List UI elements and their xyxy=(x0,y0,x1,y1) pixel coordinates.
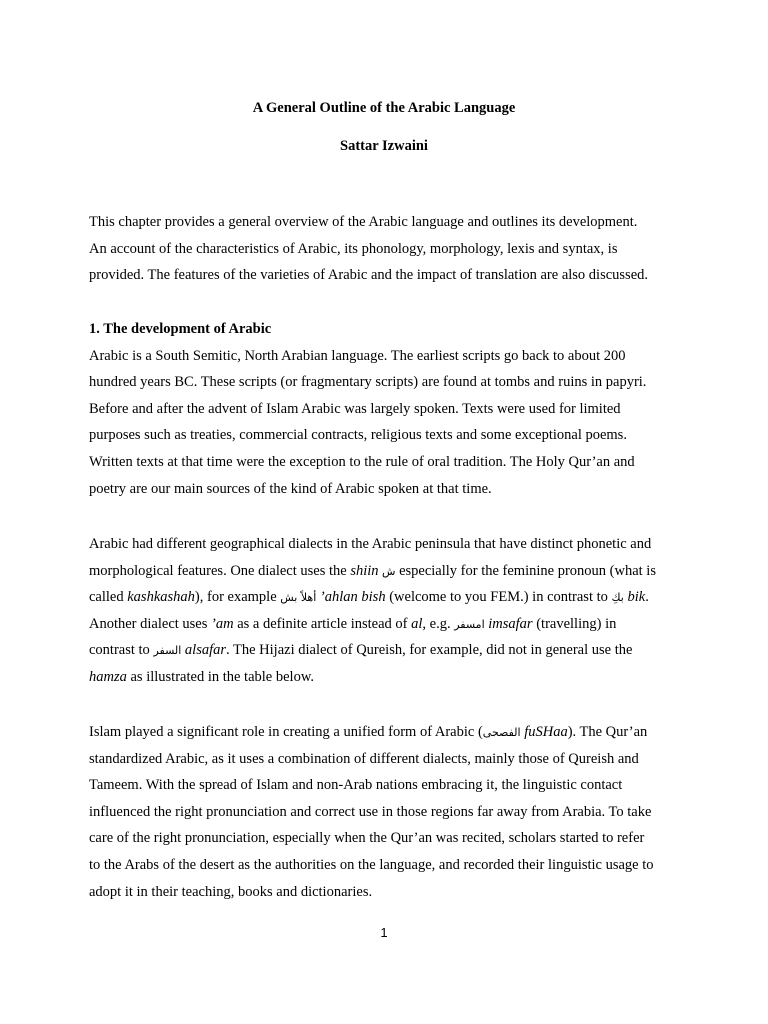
islam-paragraph xyxy=(89,719,689,905)
paragraph-line: morphological features. One dialect uses the shiin ش especially for the feminine pronoun (what is xyxy=(89,562,656,579)
document-author: Sattar Izwaini xyxy=(340,138,428,154)
paragraph-line: hamza as illustrated in the table below. xyxy=(89,668,314,685)
paragraph-line: contrast to السفر alsafar. The Hijazi dialect of Qureish, for example, did not in general use the xyxy=(89,642,633,659)
dialects-paragraph xyxy=(89,531,689,691)
page-number: 1 xyxy=(380,925,388,940)
arabic-text: ش xyxy=(378,564,396,578)
intro-paragraph xyxy=(89,209,689,289)
paragraph-line: adopt it in their teaching, books and dictionaries. xyxy=(89,883,373,900)
arabic-text: أهلاً بش xyxy=(280,591,317,605)
term-italic: bik xyxy=(627,589,646,606)
paragraph-line: Tameem. With the spread of Islam and non-Arab nations embracing it, the linguistic contact xyxy=(89,777,623,794)
section-heading: 1. The development of Arabic xyxy=(89,321,272,337)
term-italic: alsafar xyxy=(184,642,227,659)
arabic-text: الفصحى xyxy=(482,726,521,739)
term-italic: imsafar xyxy=(488,615,533,632)
paragraph-line: influenced the right pronunciation and correct use in those regions far away from Arabia. To take xyxy=(89,803,652,820)
paragraph-line: Another dialect uses ’am as a definite article instead of al, e.g. امسفر imsafar (travelling) in xyxy=(89,615,617,632)
paragraph-line: standardized Arabic, as it uses a combination of different dialects, mainly those of Qureish and xyxy=(89,750,639,767)
arabic-text: السفر xyxy=(153,644,182,658)
intro-line: provided. The features of the varieties of Arabic and the impact of translation are also discussed. xyxy=(89,267,649,284)
term-italic: hamza xyxy=(89,668,127,685)
arabic-text: بكِ xyxy=(611,591,624,605)
section-1 xyxy=(89,316,689,502)
intro-line: This chapter provides a general overview of the Arabic language and outlines its development. xyxy=(89,214,638,230)
term-italic: al xyxy=(411,615,423,632)
paragraph-line: Arabic is a South Semitic, North Arabian language. The earliest scripts go back to about 200 xyxy=(89,347,626,364)
paragraph-line: poetry are our main sources of the kind of Arabic spoken at that time. xyxy=(89,480,492,497)
paragraph-line: Written texts at that time were the exception to the rule of oral tradition. The Holy Qur’an and xyxy=(89,453,635,470)
paragraph-line: hundred years BC. These scripts (or fragmentary scripts) are found at tombs and ruins in papyri. xyxy=(89,374,647,391)
paragraph-line: purposes such as treaties, commercial contracts, religious texts and some exceptional poems. xyxy=(89,427,627,444)
term-italic: ’am xyxy=(211,615,234,632)
document-title: A General Outline of the Arabic Language xyxy=(252,100,516,116)
term-italic: ’ahlan bish xyxy=(319,589,386,606)
paragraph-line: care of the right pronunciation, especially when the Qur’an was recited, scholars started to refer xyxy=(89,830,645,847)
intro-line: An account of the characteristics of Arabic, its phonology, morphology, lexis and syntax, is xyxy=(89,240,618,257)
paragraph-line: Arabic had different geographical dialects in the Arabic peninsula that have distinct phonetic and xyxy=(89,536,652,552)
term-italic: fuSHaa xyxy=(524,724,568,740)
paragraph-line: called kashkashah), for example أهلاً بش ’ahlan bish (welcome to you FEM.) in contrast to بكِ bik. xyxy=(89,589,649,606)
term-italic: kashkashah xyxy=(127,589,195,606)
paragraph-line: Before and after the advent of Islam Arabic was largely spoken. Texts were used for limited xyxy=(89,400,621,417)
term-italic: shiin xyxy=(350,562,379,579)
paragraph-line: to the Arabs of the desert as the authorities on the language, and recorded their linguistic usage to xyxy=(89,856,654,873)
arabic-text: امسفر xyxy=(454,617,485,631)
paragraph-line: Islam played a significant role in creating a unified form of Arabic (الفصحى fuSHaa). The Qur’an xyxy=(89,724,648,740)
